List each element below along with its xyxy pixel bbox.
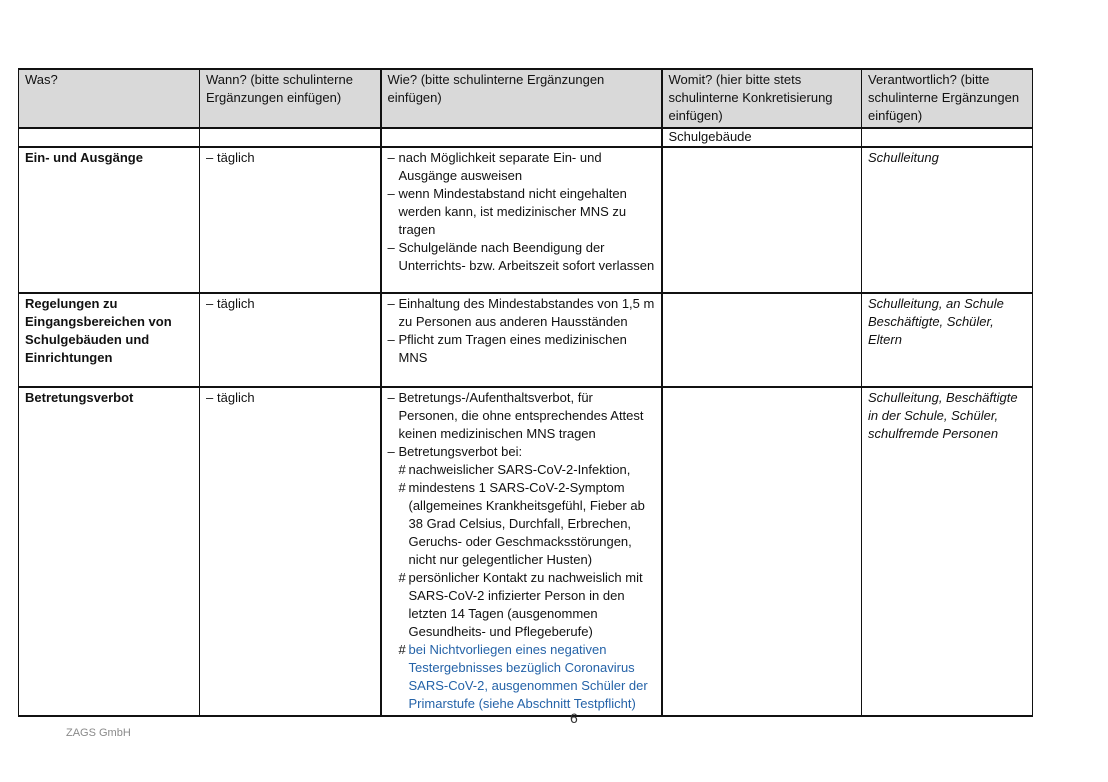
header-wie: Wie? (bitte schulinterne Ergänzungen einfügen) bbox=[381, 69, 662, 128]
cell-womit bbox=[662, 293, 862, 387]
hygiene-plan-table bbox=[18, 68, 1033, 717]
table-header-row bbox=[19, 69, 1033, 128]
cell-womit bbox=[662, 387, 862, 716]
list-item: – Betretungs-/Aufenthaltsverbot, für Personen, die ohne entsprechendes Attest keinen medizinischen MNS tragen bbox=[388, 389, 655, 443]
wie-list bbox=[388, 389, 655, 713]
wie-list bbox=[388, 295, 655, 367]
cell-verantwortlich: Schulleitung, an Schule Beschäftigte, Schüler, Eltern bbox=[862, 293, 1033, 387]
list-item: – wenn Mindestabstand nicht eingehalten werden kann, ist medizinischer MNS zu tragen bbox=[388, 185, 655, 239]
list-item: – nach Möglichkeit separate Ein- und Ausgänge ausweisen bbox=[388, 149, 655, 185]
cell-wie bbox=[381, 147, 662, 293]
section-cell-empty bbox=[19, 128, 200, 147]
cell-wann bbox=[200, 293, 381, 387]
cell-was: Ein- und Ausgänge bbox=[19, 147, 200, 293]
list-item: – Schulgelände nach Beendigung der Unterrichts- bzw. Arbeitszeit sofort verlassen bbox=[388, 239, 655, 275]
section-cell-empty bbox=[200, 128, 381, 147]
section-row bbox=[19, 128, 1033, 147]
cell-was: Betretungsverbot bbox=[19, 387, 200, 716]
table-row bbox=[19, 293, 1033, 387]
header-womit: Womit? (hier bitte stets schulinterne Konkretisierung einfügen) bbox=[662, 69, 862, 128]
cell-was: Regelungen zu Eingangsbereichen von Schulgebäuden und Einrichtungen bbox=[19, 293, 200, 387]
list-item: – Pflicht zum Tragen eines medizinischen MNS bbox=[388, 331, 655, 367]
sub-list-item: # persönlicher Kontakt zu nachweislich mit SARS-CoV-2 infizierter Person in den letzten 14 Tagen (ausgenommen Gesundheits- und Pflegeberufe) bbox=[399, 569, 655, 641]
list-item-label: Betretungsverbot bei: bbox=[398, 444, 523, 459]
cell-verantwortlich: Schulleitung, Beschäftigte in der Schule, Schüler, schulfremde Personen bbox=[862, 387, 1033, 716]
header-was: Was? bbox=[19, 69, 200, 128]
wann-text: – täglich bbox=[206, 389, 374, 407]
header-verantwortlich: Verantwortlich? (bitte schulinterne Ergänzungen einfügen) bbox=[862, 69, 1033, 128]
section-cell-empty bbox=[381, 128, 662, 147]
cell-wie bbox=[381, 293, 662, 387]
header-wann: Wann? (bitte schulinterne Ergänzungen einfügen) bbox=[200, 69, 381, 128]
table-row bbox=[19, 147, 1033, 293]
sub-list-item: # mindestens 1 SARS-CoV-2-Symptom (allgemeines Krankheitsgefühl, Fieber ab 38 Grad Celsius, Durchfall, Erbrechen, Geruchs- oder Geschmacksstörungen, nicht nur gelegentlicher Husten) bbox=[399, 479, 655, 569]
sub-list-item: # nachweislicher SARS-CoV-2-Infektion, bbox=[399, 461, 655, 479]
section-cell-empty bbox=[862, 128, 1033, 147]
sub-list bbox=[399, 461, 655, 713]
footer-company: ZAGS GmbH bbox=[66, 727, 131, 739]
section-label: Schulgebäude bbox=[662, 128, 862, 147]
cell-wann bbox=[200, 387, 381, 716]
list-item: – Einhaltung des Mindestabstandes von 1,5 m zu Personen aus anderen Hausständen bbox=[388, 295, 655, 331]
list-item bbox=[388, 443, 655, 713]
sub-list-item-highlight bbox=[399, 641, 655, 713]
cell-verantwortlich: Schulleitung bbox=[862, 147, 1033, 293]
cell-wie bbox=[381, 387, 662, 716]
wann-text: – täglich bbox=[206, 295, 374, 313]
wann-text: – täglich bbox=[206, 149, 374, 167]
wie-list bbox=[388, 149, 655, 275]
cell-womit bbox=[662, 147, 862, 293]
cell-wann bbox=[200, 147, 381, 293]
table-row bbox=[19, 387, 1033, 716]
highlight-text: bei Nichtvorliegen eines negativen Testergebnisses bezüglich Coronavirus SARS-CoV-2, ausgenommen Schüler der Primarstufe (siehe Abschnitt Testpflicht) bbox=[408, 642, 648, 711]
page-number: 6 bbox=[570, 710, 578, 726]
